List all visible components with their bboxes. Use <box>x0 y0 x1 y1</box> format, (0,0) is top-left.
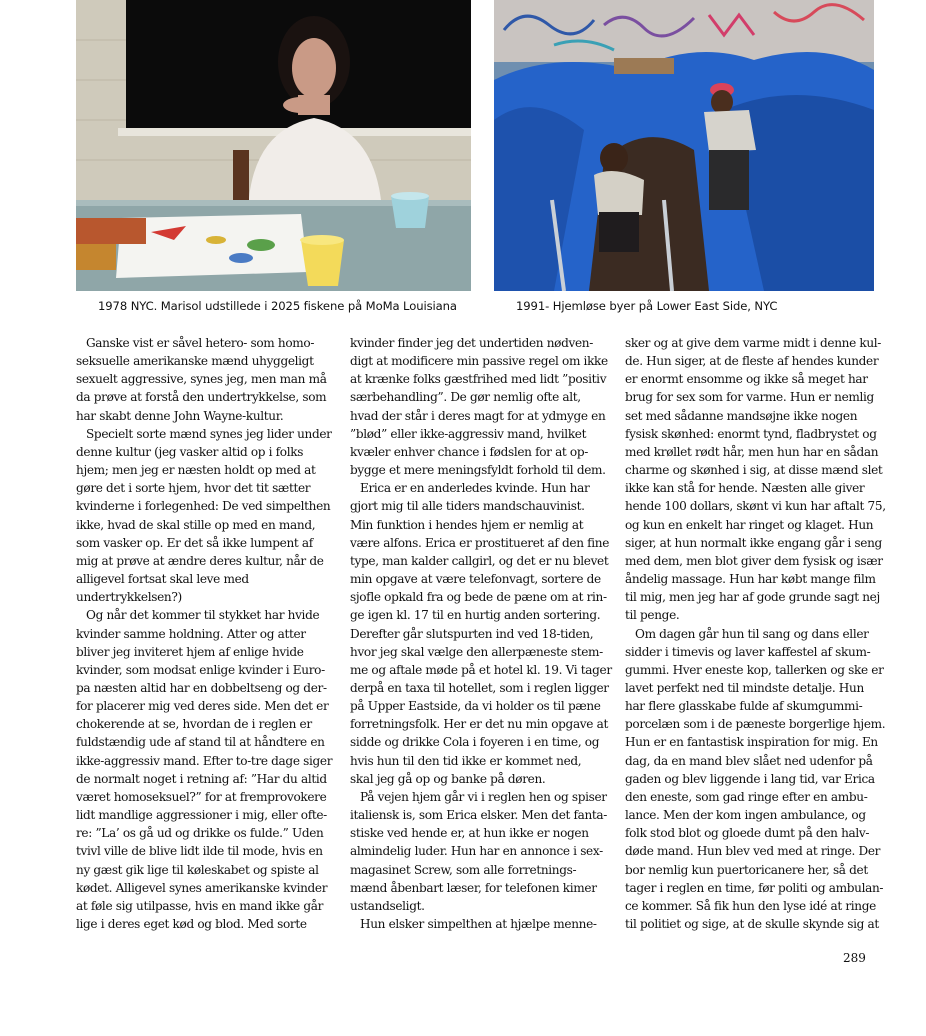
text-line: min opgave at være telefonvagt, sortere de <box>350 572 601 587</box>
text-line: den eneste, som gad ringe efter en ambu- <box>625 789 868 804</box>
text-line: ce kommer. Så fik hun den lyse idé at ringe <box>625 898 876 913</box>
text-line: undertrykkelsen?) <box>76 590 182 605</box>
text-line: lidt mandlige aggressioner i mig, eller ofte- <box>76 808 327 823</box>
text-line: skal jeg gå op og banke på døren. <box>350 771 546 786</box>
text-line: og kun en enkelt har ringet og klaget. Hun <box>625 517 874 532</box>
text-line: lavet perfekt ned til mindste detalje. Hun <box>625 680 864 695</box>
text-line: sjofle opkald fra og bede de pæne om at rin- <box>350 590 607 605</box>
photo-marisol <box>76 0 471 291</box>
text-line: hende 100 dollars, skønt vi kun har aftalt 75, <box>625 499 886 514</box>
text-line: magasinet Screw, som alle forretnings- <box>350 862 577 877</box>
text-line: dag, da en mand blev slået ned udenfor på <box>625 753 873 768</box>
text-line: Hun elsker simpelthen at hjælpe menne- <box>360 917 597 931</box>
text-line: Specielt sorte mænd synes jeg lider under <box>86 426 332 441</box>
text-line: Ganske vist er såvel hetero- som homo- <box>86 336 315 350</box>
text-line: tager i reglen en time, før politi og ambulan- <box>625 880 884 895</box>
text-line: gjort mig til alle tiders mandschauvinist. <box>350 499 585 514</box>
text-line: de. Hun siger, at de fleste af hendes kunder <box>625 354 879 369</box>
photo-caption-right: 1991- Hjemløse byer på Lower East Side, NYC <box>516 299 778 313</box>
text-line: da prøve at forstå den undertrykkelse, som <box>76 390 327 405</box>
text-line: sker og at give dem varme midt i denne kul- <box>625 336 882 350</box>
text-line: kvinder finder jeg det undertiden nødven- <box>350 336 593 350</box>
text-line: alligevel fortsat skal leve med <box>76 572 249 587</box>
text-line: ”blød” eller ikke-aggressiv mand, hvilket <box>350 426 587 441</box>
text-line: ikke-aggressiv mand. Efter to-tre dage siger <box>76 753 333 768</box>
text-line: er enormt ensomme og ikke så meget har <box>625 372 868 387</box>
text-line: fuldstændig ude af stand til at håndtere en <box>76 735 325 750</box>
text-line: har skabt denne John Wayne-kultur. <box>76 408 284 423</box>
text-line: ikke, hvad de skal stille op med en mand, <box>76 517 316 532</box>
text-line: sidde og drikke Cola i foyeren i en time, og <box>350 735 600 750</box>
text-line: siger, at hun normalt ikke engang går i seng <box>625 535 882 550</box>
text-line: på Upper Eastside, da vi holder os til pæne <box>350 699 601 714</box>
text-line: kvinderne i forlegenhed: De ved simpelthen <box>76 499 331 514</box>
text-line: Om dagen går hun til sang og dans eller <box>635 626 869 641</box>
text-line: hjem; men jeg er næsten holdt op med at <box>76 463 316 478</box>
text-line: for placerer mig ved deres side. Men det er <box>76 699 329 714</box>
text-line: re: ”La’ os gå ud og drikke os fulde.” Uden <box>76 826 324 841</box>
text-line: porcelæn som i de pæneste borgerlige hjem. <box>625 717 886 732</box>
text-line: sidder i timevis og laver kaffestel af skum- <box>625 644 871 659</box>
text-line: som vasker op. Er det så ikke lumpent af <box>76 535 313 550</box>
text-line: derpå en taxa til hotellet, som i reglen ligger <box>350 680 609 695</box>
text-line: Min funktion i hendes hjem er nemlig at <box>350 517 584 532</box>
text-line: til politiet og sige, at de skulle skynde sig at <box>625 917 879 931</box>
text-line: mig at prøve at ændre deres kultur, når de <box>76 553 324 568</box>
text-line: tvivl ville de blive lidt ilde til mode, hvis en <box>76 844 323 859</box>
text-line: lige i deres eget kød og blod. Med sorte <box>76 917 307 931</box>
text-line: ny gæst gik lige til køleskabet og spiste al <box>76 862 319 877</box>
text-line: hvor jeg skal vælge den allerpæneste stem- <box>350 644 603 659</box>
text-line: bliver jeg inviteret hjem af enlige hvide <box>76 644 304 659</box>
text-line: italiensk is, som Erica elsker. Men det fanta- <box>350 808 608 823</box>
text-line: åndelig massage. Hun har købt mange film <box>625 572 876 587</box>
text-line: Derefter går slutspurten ind ved 18-tiden, <box>350 626 594 641</box>
text-line: Erica er en anderledes kvinde. Hun har <box>360 481 590 496</box>
photo-caption-left: 1978 NYC. Marisol udstillede i 2025 fiskene på MoMa Louisiana <box>98 299 457 313</box>
text-line: til mig, men jeg har af gode grunde sagt nej <box>625 590 880 605</box>
text-line: type, man kalder callgirl, og det er nu blevet <box>350 553 609 568</box>
text-line: med dem, men blot giver dem fysisk og især <box>625 553 883 568</box>
text-line: til penge. <box>625 608 680 623</box>
text-line: bor nemlig kun puertoricanere her, så det <box>625 862 868 877</box>
text-line: lance. Men der kom ingen ambulance, og <box>625 808 866 823</box>
text-column-3 <box>625 334 887 933</box>
text-line: gummi. Hver eneste kop, tallerken og ske er <box>625 662 884 677</box>
text-line: været homoseksuel?” for at fremprovokere <box>76 789 327 804</box>
text-line: Og når det kommer til stykket har hvide <box>86 608 320 623</box>
text-line: chokerende at se, hvordan de i reglen er <box>76 717 312 732</box>
photo-homeless-camp <box>494 0 874 291</box>
text-line: almindelig luder. Hun har en annonce i sex- <box>350 844 603 859</box>
text-line: at føle sig utilpasse, hvis en mand ikke går <box>76 898 324 913</box>
text-line: me og aftale møde på et hotel kl. 19. Vi tager <box>350 662 612 677</box>
text-line: sexuelt aggressive, synes jeg, men man må <box>76 372 327 387</box>
text-column-1 <box>76 334 338 933</box>
text-line: bygge et mere meningsfyldt forhold til dem. <box>350 463 606 478</box>
text-line: være alfons. Erica er prostitueret af den fine <box>350 535 610 550</box>
text-line: kvinder, som modsat enlige kvinder i Euro- <box>76 662 325 677</box>
text-line: de normalt noget i retning af: ”Har du altid <box>76 771 327 786</box>
text-line: På vejen hjem går vi i reglen hen og spiser <box>360 789 607 804</box>
text-line: set med sådanne mandsøjne ikke nogen <box>625 408 858 423</box>
text-line: mænd åbenbart læser, for telefonen kimer <box>350 880 597 895</box>
text-column-2 <box>350 334 612 933</box>
text-line: stiske ved hende er, at hun ikke er nogen <box>350 826 589 841</box>
text-line: Hun er en fantastisk inspiration for mig. En <box>625 735 878 750</box>
text-line: gaden og blev liggende i lang tid, var Erica <box>625 771 875 786</box>
text-line: kvæler enhver chance i fødslen for at op- <box>350 444 588 459</box>
text-line: brug for sex som for varme. Hun er nemlig <box>625 390 874 405</box>
photo-homeless-camp-image <box>494 0 874 291</box>
text-line: kvinder samme holdning. Atter og atter <box>76 626 306 641</box>
text-line: kødet. Alligevel synes amerikanske kvinder <box>76 880 328 895</box>
text-line: denne kultur (jeg vasker altid op i folks <box>76 444 304 459</box>
text-line: hvad der står i deres magt for at ydmyge en <box>350 408 606 423</box>
text-line: særbehandling”. De gør nemlig ofte alt, <box>350 390 581 405</box>
text-line: pa næsten altid har en dobbeltseng og der- <box>76 680 327 695</box>
text-line: at krænke folks gæstfrihed med lidt ”positiv <box>350 372 607 387</box>
text-line: ustandseligt. <box>350 898 425 913</box>
text-line: med krøllet rødt hår, men hun har en sådan <box>625 444 879 459</box>
text-line: ge igen kl. 17 til en hurtig anden sortering. <box>350 608 601 623</box>
text-line: har flere glasskabe fulde af skumgummi- <box>625 699 863 714</box>
text-line: hvis hun til den tid ikke er kommet ned, <box>350 753 582 768</box>
text-line: folk stod blot og gloede dumt på den halv- <box>625 826 870 841</box>
text-line: fysisk skønhed: enormt tynd, fladbrystet og <box>625 426 877 441</box>
text-line: seksuelle amerikanske mænd uhyggeligt <box>76 354 314 369</box>
photo-marisol-image <box>76 0 471 291</box>
page-number: 289 <box>843 951 866 965</box>
text-line: charme og skønhed i sig, at disse mænd slet <box>625 463 883 478</box>
text-line: ikke kan stå for hende. Næsten alle giver <box>625 481 865 496</box>
text-line: digt at modificere min passive regel om ikke <box>350 354 608 369</box>
text-line: forretningsfolk. Her er det nu min opgave at <box>350 717 608 732</box>
text-line: gøre det i sorte hjem, hvor det tit sætter <box>76 481 311 496</box>
text-line: døde mand. Hun blev ved med at ringe. Der <box>625 844 881 859</box>
